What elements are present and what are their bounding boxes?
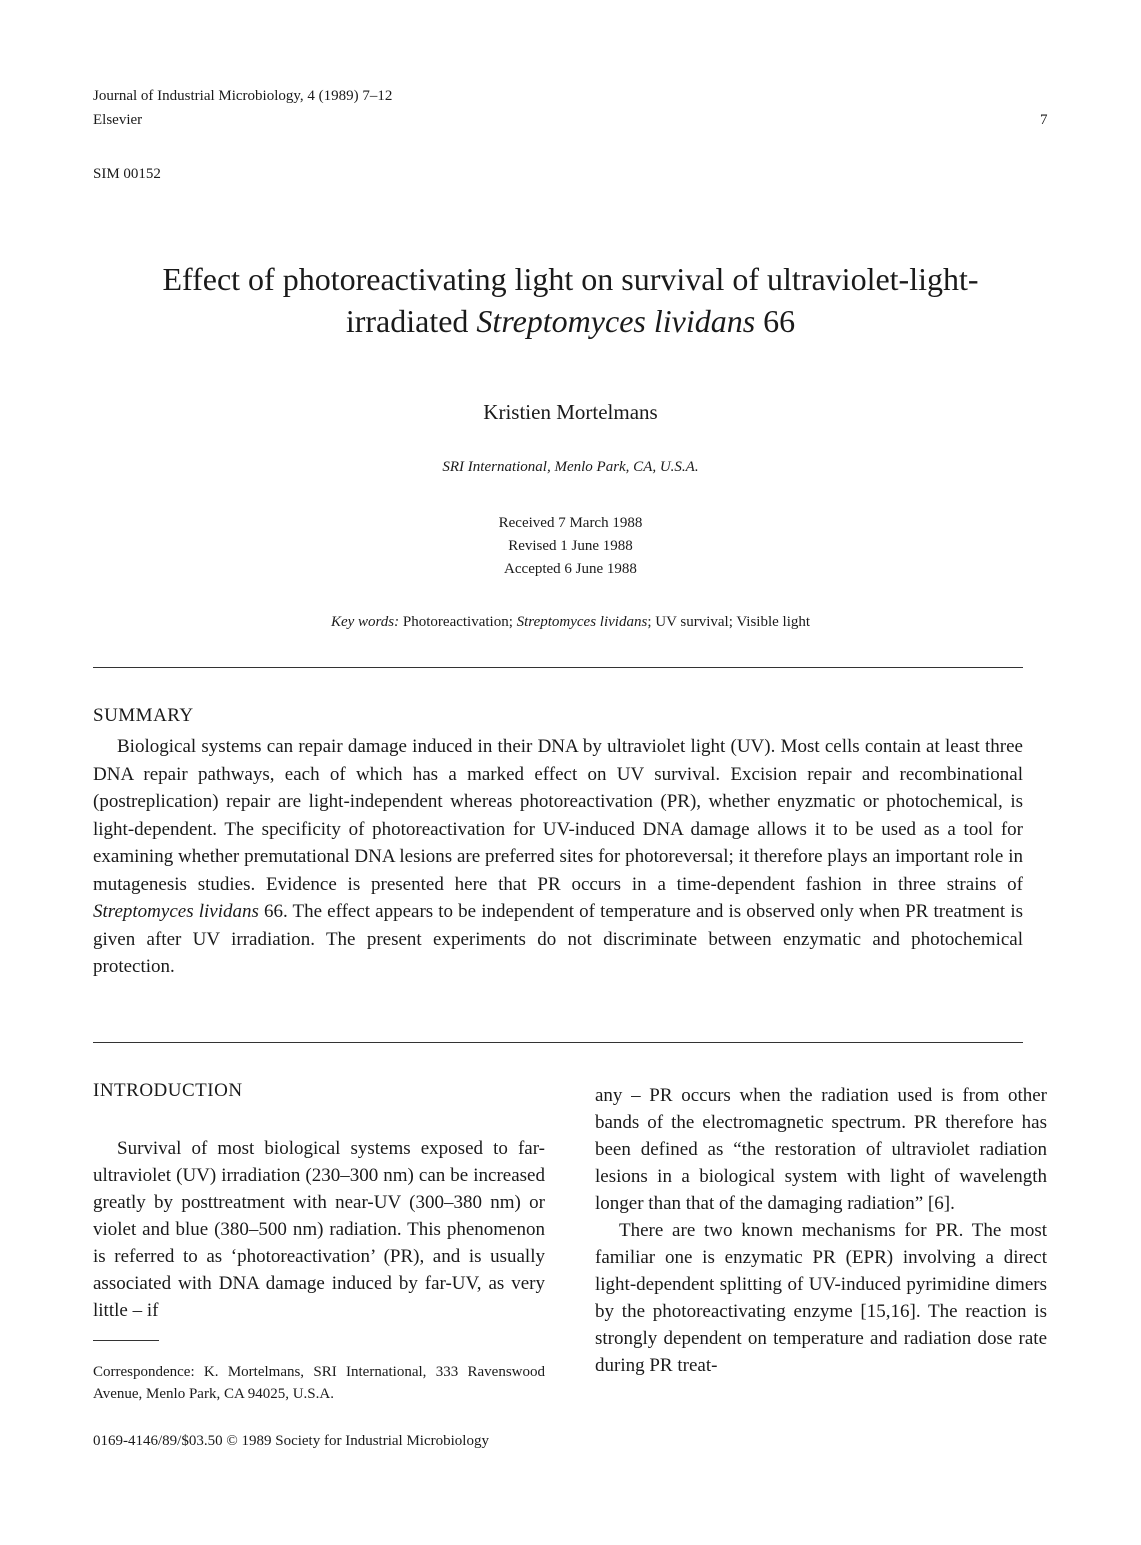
affiliation: SRI International, Menlo Park, CA, U.S.A. [442, 459, 699, 475]
intro-paragraph-2: There are two known mechanisms for PR. The most familiar one is enzymatic PR (EPR) involving a direct light-dependent splitting of UV-induced pyrimidine dimers by the photoreactivating enzyme [15,16]. The reaction is strongly dependent on temperature and radiation dose rate during PR treat- [595, 1220, 1047, 1376]
summary-text-2: 66. The effect appears to be independent of temperature and is observed only when PR treatment is given after UV irradiation. The present experiments do not discriminate between enzymatic and photochemical protection. [93, 901, 1023, 977]
intro-right-column [595, 1082, 1047, 1379]
introduction-heading: INTRODUCTION [93, 1080, 243, 1101]
keywords-text-2: ; UV survival; Visible light [647, 614, 811, 630]
intro-paragraph-1: Survival of most biological systems exposed to far-ultraviolet (UV) irradiation (230–300 nm) can be increased greatly by posttreatment with near-UV (300–380 nm) or violet and blue (380–500 nm) radiation. This phenomenon is referred to as ‘photoreactivation’ (PR), and is usually associated with DNA damage induced by far-UV, as very little – if [93, 1138, 545, 1321]
revised-date: Revised 1 June 1988 [508, 538, 633, 554]
article-title [60, 258, 1081, 342]
dates [0, 512, 1141, 581]
keywords-label: Key words: [330, 614, 400, 630]
sim-id: SIM 00152 [93, 166, 161, 182]
keywords [0, 614, 1141, 631]
accepted-date: Accepted 6 June 1988 [504, 561, 637, 577]
divider-bottom [93, 1042, 1023, 1043]
intro-paragraph-1-continued: any – PR occurs when the radiation used is from other bands of the electromagnetic spectrum. PR therefore has been defined as “the restoration of ultraviolet radiation lesions in a biological system with light of wavelength longer than that of the damaging radiation” [6]. [595, 1085, 1047, 1214]
correspondence-footnote: Correspondence: K. Mortelmans, SRI International, 333 Ravenswood Avenue, Menlo Park, CA 94025, U.S.A. [93, 1364, 545, 1402]
footnote-rule [93, 1340, 159, 1341]
summary-text-1: Biological systems can repair damage induced in their DNA by ultraviolet light (UV). Most cells contain at least three DNA repair pathways, each of which has a marked effect on UV survival. Excision repair and recombinational (postreplication) repair are light-independent whereas photoreactivation (PR), whether enyzmatic or photochemical, is light-dependent. The specificity of photoreactivation for UV-induced DNA damage allows it to be used as a tool for examining whether premutational DNA lesions are preferred sites for photoreversal; it therefore plays an important role in mutagenesis studies. Evidence is presented here that PR occurs in a time-dependent fashion in three strains of [93, 736, 1023, 895]
author: Kristien Mortelmans [483, 400, 658, 424]
title-species: Streptomyces lividans [476, 303, 756, 339]
summary-text [93, 733, 1023, 981]
summary-species: Streptomyces lividans [93, 901, 259, 922]
page-number: 7 [1040, 112, 1048, 128]
title-line-1: Effect of photoreactivating light on survival of ultraviolet-light- [162, 261, 979, 297]
journal-citation: Journal of Industrial Microbiology, 4 (1989) 7–12 [93, 88, 393, 104]
title-strain: 66 [755, 303, 796, 339]
title-line-2: irradiated [345, 303, 477, 339]
copyright-line: 0169-4146/89/$03.50 © 1989 Society for Industrial Microbiology [93, 1433, 489, 1449]
keywords-species: Streptomyces lividans [516, 614, 648, 630]
summary-heading: SUMMARY [93, 705, 194, 726]
intro-left-column [93, 1135, 545, 1324]
keywords-text-1: Photoreactivation; [399, 614, 517, 630]
received-date: Received 7 March 1988 [498, 515, 643, 531]
divider-top [93, 667, 1023, 668]
publisher: Elsevier [93, 112, 143, 128]
